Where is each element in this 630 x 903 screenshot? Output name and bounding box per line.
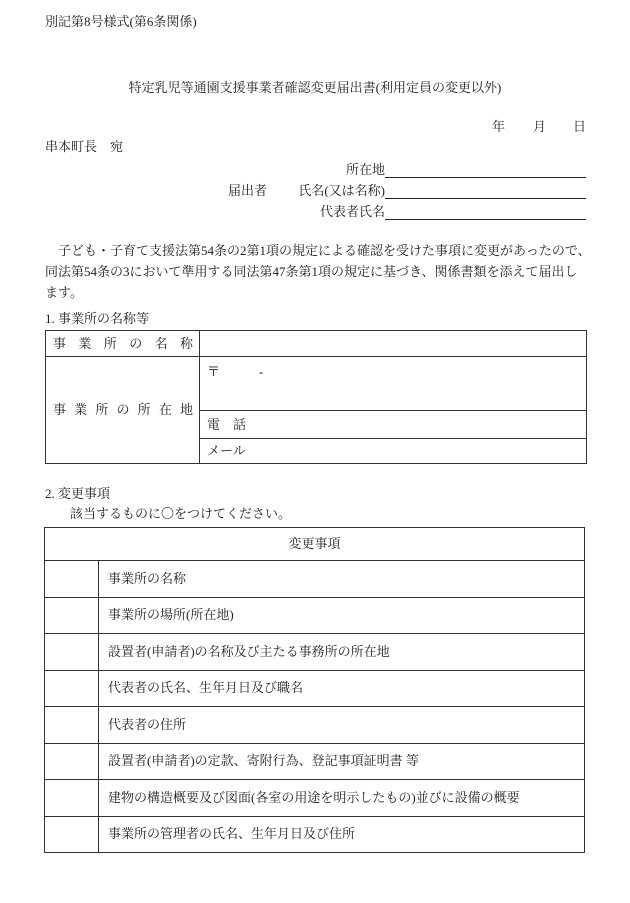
change-item-row <box>45 561 585 598</box>
change-item-row <box>45 707 585 744</box>
body-line: 子ども・子育て支援法第54条の2第1項の規定による確認を受けた事項に変更があったので、 <box>58 243 591 258</box>
applicant-address-label: 所在地 <box>345 162 385 177</box>
change-item-row <box>45 634 585 671</box>
applicant-name-line <box>385 183 586 199</box>
date-day-label: 日 <box>573 119 587 134</box>
change-item-mark-cell <box>45 707 99 744</box>
facility-name-value-cell <box>200 331 587 357</box>
change-item-mark-cell <box>45 670 99 707</box>
form-title: 特定乳児等通園支援事業者確認変更届出書(利用定員の変更以外) <box>128 80 502 95</box>
applicant-group-label: 届出者 <box>228 183 268 198</box>
applicant-representative-label: 代表者氏名 <box>319 204 385 219</box>
applicant-representative-row <box>200 204 586 220</box>
applicant-address-row <box>200 162 586 178</box>
date-month-label: 月 <box>533 119 547 134</box>
facility-postal-cell <box>200 357 587 411</box>
facility-address-row <box>46 357 587 411</box>
facility-address-label: 事業所の所在地 <box>53 402 193 417</box>
section2-instruction: 該当するものに〇をつけてください。 <box>70 506 292 521</box>
date-year-label: 年 <box>492 119 506 134</box>
change-item-label: 建物の構造概要及び図面(各室の用途を明示したもの)並びに設備の概要 <box>99 780 585 817</box>
facility-email-label: メール <box>200 439 587 464</box>
facility-info-table <box>45 330 587 464</box>
applicant-name-label: 氏名(又は名称) <box>298 183 385 198</box>
change-item-mark-cell <box>45 634 99 671</box>
facility-name-label: 事業所の名称 <box>53 335 193 351</box>
change-item-label: 事業所の管理者の氏名、生年月日及び住所 <box>99 816 585 853</box>
body-line: 同法第54条の3において準用する同法第47条第1項の規定に基づき、関係書類を添えて届出し <box>45 264 578 279</box>
change-items-header-row <box>45 528 585 561</box>
change-items-header: 変更事項 <box>45 528 585 561</box>
change-item-row <box>45 597 585 634</box>
change-item-row <box>45 816 585 853</box>
change-item-mark-cell <box>45 743 99 780</box>
change-item-mark-cell <box>45 816 99 853</box>
change-item-mark-cell <box>45 780 99 817</box>
facility-name-label-cell <box>46 331 200 357</box>
change-item-mark-cell <box>45 561 99 598</box>
section1-heading: 1. 事業所の名称等 <box>45 311 150 326</box>
change-item-label: 事業所の場所(所在地) <box>99 597 585 634</box>
body-paragraph <box>45 240 605 303</box>
change-item-label: 事業所の名称 <box>99 561 585 598</box>
body-line: ます。 <box>45 285 83 300</box>
facility-name-row <box>46 331 587 357</box>
applicant-address-line <box>385 162 586 178</box>
section2-heading: 2. 変更事項 <box>45 486 111 501</box>
form-number: 別記第8号様式(第6条関係) <box>45 14 197 29</box>
addressee: 串本町長 宛 <box>45 139 124 154</box>
change-item-row <box>45 670 585 707</box>
change-item-mark-cell <box>45 597 99 634</box>
change-item-label: 設置者(申請者)の定款、寄附行為、登記事項証明書 等 <box>99 743 585 780</box>
facility-phone-label: 電 話 <box>200 411 587 439</box>
change-item-label: 代表者の氏名、生年月日及び職名 <box>99 670 585 707</box>
change-item-row <box>45 743 585 780</box>
change-item-row <box>45 780 585 817</box>
applicant-name-row <box>200 183 586 199</box>
change-item-label: 代表者の住所 <box>99 707 585 744</box>
change-item-label: 設置者(申請者)の名称及び主たる事務所の所在地 <box>99 634 585 671</box>
postal-code-label: 〒 - <box>207 364 264 379</box>
facility-address-label-cell <box>46 357 200 464</box>
applicant-representative-line <box>385 204 586 220</box>
change-items-table <box>44 527 585 853</box>
